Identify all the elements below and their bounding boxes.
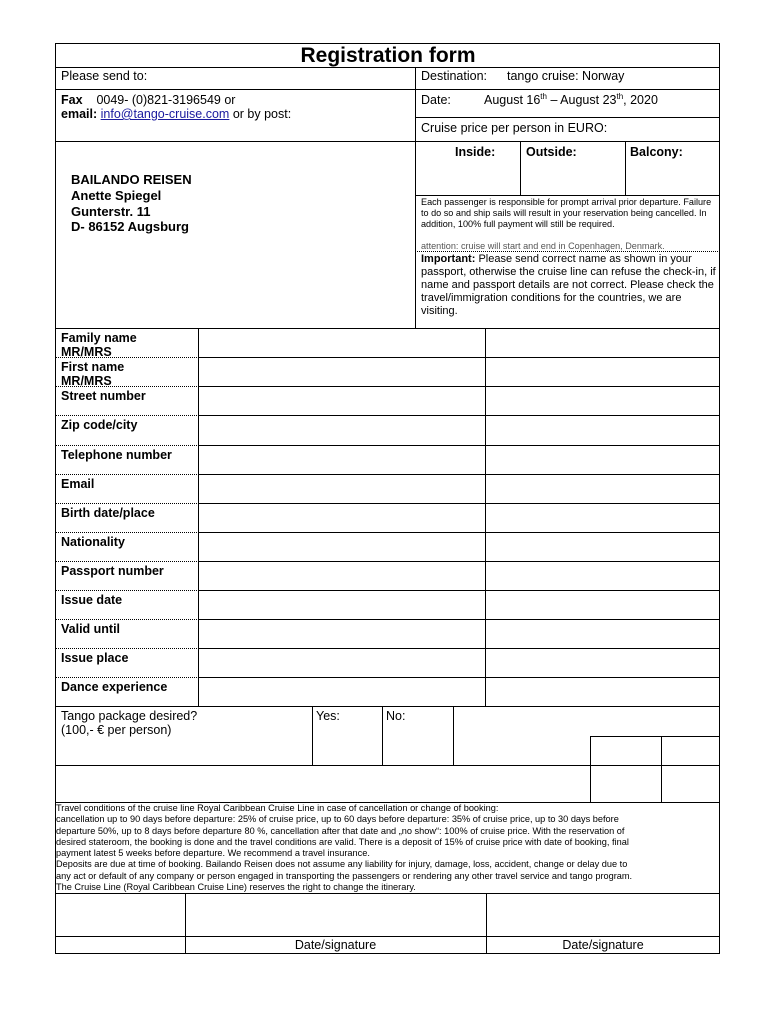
address-street: Gunterstr. 11	[71, 204, 151, 219]
address-name: Anette Spiegel	[71, 188, 162, 203]
condition-line: The Cruise Line (Royal Caribbean Cruise Line) reserves the right to change the itinerary.	[56, 882, 416, 893]
grid-line	[55, 953, 720, 954]
email-link[interactable]: info@tango-cruise.com	[100, 107, 230, 121]
grid-line	[198, 619, 720, 620]
field-label: Issue date	[61, 593, 123, 607]
field-input-passenger-1[interactable]	[199, 592, 484, 619]
important-note	[421, 253, 718, 318]
grid-line	[55, 706, 720, 707]
date-part-1: August 16	[484, 93, 541, 107]
grid-line	[198, 474, 720, 475]
condition-line: payment latest 5 weeks before departure. We recommend a travel insurance.	[56, 848, 370, 859]
condition-line: Deposits are due at time of booking. Bailando Reisen does not assume any liability for injury, damage, loss, accident, change or delay due to	[56, 859, 628, 870]
field-label: Zip code/city	[61, 418, 138, 432]
tango-question-line-2: (100,- € per person)	[61, 723, 172, 737]
condition-line: Travel conditions of the cruise line Royal Caribbean Cruise Line in case of cancellation or change of booking:	[56, 803, 499, 813]
grid-line	[55, 503, 199, 504]
grid-line	[55, 936, 720, 937]
signature-right-label: Date/signature	[562, 938, 644, 952]
tango-yes-box[interactable]	[312, 708, 380, 764]
field-input-passenger-1[interactable]	[199, 359, 484, 386]
field-label: Birth date/place	[61, 506, 155, 520]
field-input-passenger-2[interactable]	[487, 563, 719, 590]
condition-line: any act or default of any company or person engaged in transporting the passengers or rendering any other travel service and tango program.	[56, 870, 633, 881]
tango-no-label: No:	[386, 709, 406, 723]
field-input-passenger-1[interactable]	[199, 417, 484, 444]
field-input-passenger-1[interactable]	[199, 388, 484, 415]
field-input-passenger-2[interactable]	[487, 447, 719, 474]
field-input-passenger-2[interactable]	[487, 621, 719, 648]
grid-line	[55, 590, 199, 591]
grid-line	[453, 706, 454, 766]
grid-line	[55, 415, 199, 416]
grid-line	[198, 532, 720, 533]
grid-line	[415, 195, 720, 196]
grid-line	[312, 706, 313, 766]
condition-line: departure 50%, up to 8 days before departure 80 %, cancellation after that date and „no show“: 100% of cruise price. With the reservation of	[56, 825, 625, 836]
grid-line	[55, 765, 720, 766]
tango-yes-label: Yes:	[316, 709, 340, 723]
grid-line	[382, 706, 383, 766]
by-post-text: or by post:	[232, 107, 292, 121]
grid-line	[198, 445, 720, 446]
field-input-passenger-1[interactable]	[199, 505, 484, 532]
responsibility-note: Each passenger is responsible for prompt arrival prior departure. Failure to do so and ship sails will result in your reservation being cancelled. In addition, 100% full payment will still be required.	[421, 197, 712, 229]
field-input-passenger-2[interactable]	[487, 417, 719, 444]
fax-value: 0049- (0)821-3196549 or	[96, 93, 236, 107]
grid-line	[198, 590, 720, 591]
field-label: Street number	[61, 389, 146, 403]
field-input-passenger-2[interactable]	[487, 476, 719, 503]
grid-line	[55, 619, 199, 620]
cruise-price-label: Cruise price per person in EURO:	[421, 121, 608, 135]
cabin-outside-label: Outside:	[526, 145, 577, 159]
attention-note: attention: cruise will start and end in Copenhagen, Denmark.	[421, 241, 665, 251]
grid-line	[55, 561, 199, 562]
field-input-passenger-2[interactable]	[487, 592, 719, 619]
grid-line	[55, 648, 199, 649]
grid-line	[55, 677, 199, 678]
important-label: Important:	[421, 253, 476, 265]
important-text: Please send correct name as shown in your passport, otherwise the cruise line can refuse the check-in, if name and passport details are not correct. Please check the travel/immigration conditions for the countries, we are visiting.	[421, 253, 716, 317]
grid-line	[198, 386, 720, 387]
cabin-balcony-label: Balcony:	[630, 145, 683, 159]
tango-question-line-1: Tango package desired?	[61, 709, 198, 723]
grid-line	[719, 43, 720, 954]
grid-line	[198, 677, 720, 678]
date-part-3: , 2020	[623, 93, 658, 107]
grid-line	[198, 415, 720, 416]
field-input-passenger-2[interactable]	[487, 505, 719, 532]
grid-line	[520, 141, 521, 196]
field-label: Telephone number	[61, 448, 172, 462]
destination-label: Destination:	[421, 69, 488, 83]
grid-line	[590, 736, 591, 803]
grid-line	[415, 67, 416, 329]
signature-left-field[interactable]	[186, 894, 485, 936]
field-input-passenger-1[interactable]	[199, 330, 484, 357]
condition-line: cancellation up to 90 days before departure: 25% of cruise price, up to 60 days before departure: 35% of cruise price, up to 30 days before	[56, 814, 619, 825]
signature-right-field[interactable]	[487, 894, 719, 936]
field-input-passenger-1[interactable]	[199, 621, 484, 648]
address-city: D- 86152 Augsburg	[71, 219, 189, 234]
field-input-passenger-2[interactable]	[487, 359, 719, 386]
grid-line	[198, 328, 199, 707]
page-title: Registration form	[300, 44, 476, 67]
signature-left-label: Date/signature	[294, 938, 377, 952]
field-label: Passport number	[61, 564, 164, 578]
grid-line	[198, 357, 720, 358]
date-sup-2: th	[616, 91, 624, 101]
grid-line	[55, 43, 56, 954]
field-input-passenger-1[interactable]	[199, 447, 484, 474]
field-input-passenger-1[interactable]	[199, 476, 484, 503]
date-value	[484, 93, 658, 107]
grid-line	[55, 67, 720, 68]
field-label: Nationality	[61, 535, 125, 549]
field-input-passenger-1[interactable]	[199, 534, 484, 561]
field-input-passenger-2[interactable]	[487, 388, 719, 415]
grid-line	[55, 357, 199, 358]
grid-line	[55, 89, 720, 90]
field-label: First name MR/MRS	[61, 360, 125, 388]
field-input-passenger-2[interactable]	[487, 679, 719, 706]
field-input-passenger-2[interactable]	[487, 650, 719, 677]
grid-line	[55, 474, 199, 475]
grid-line	[486, 893, 487, 954]
field-input-passenger-2[interactable]	[487, 534, 719, 561]
field-input-passenger-1[interactable]	[199, 679, 484, 706]
email-line	[61, 107, 291, 121]
travel-conditions	[56, 803, 720, 893]
please-send-to-label: Please send to:	[61, 69, 148, 83]
condition-line: desired stateroom, the booking is done and the travel conditions are valid. There is a deposit of 15% of cruise price with date of booking, final	[56, 836, 629, 847]
field-input-passenger-1[interactable]	[199, 563, 484, 590]
destination-value: tango cruise: Norway	[507, 69, 625, 83]
grid-line	[661, 736, 662, 803]
date-sup-1: th	[540, 91, 547, 101]
grid-line	[415, 117, 720, 118]
field-label: Issue place	[61, 651, 129, 665]
grid-line	[485, 328, 486, 707]
grid-line	[55, 532, 199, 533]
date-part-2: – August 23	[546, 93, 617, 107]
grid-line	[55, 445, 199, 446]
grid-line	[590, 736, 720, 737]
grid-line	[55, 141, 720, 142]
tango-no-box[interactable]	[382, 708, 452, 764]
grid-line	[198, 503, 720, 504]
field-label: Family name MR/MRS	[61, 331, 137, 359]
grid-line	[625, 141, 626, 196]
grid-line	[55, 328, 720, 329]
grid-line	[198, 561, 720, 562]
grid-line	[55, 802, 720, 803]
field-label: Dance experience	[61, 680, 168, 694]
field-input-passenger-1[interactable]	[199, 650, 484, 677]
address-company: BAILANDO REISEN	[71, 172, 192, 187]
field-input-passenger-2[interactable]	[487, 330, 719, 357]
grid-line	[185, 893, 186, 954]
grid-line	[55, 893, 720, 894]
grid-line	[198, 648, 720, 649]
grid-line	[55, 386, 199, 387]
cabin-inside-label: Inside:	[455, 145, 496, 159]
fax-line	[61, 93, 235, 107]
grid-line	[415, 251, 720, 252]
field-label: Email	[61, 477, 95, 491]
field-label: Valid until	[61, 622, 121, 636]
fax-label: Fax	[61, 93, 83, 107]
date-label: Date:	[421, 93, 451, 107]
grid-line	[55, 43, 720, 44]
email-label: email:	[61, 107, 98, 121]
